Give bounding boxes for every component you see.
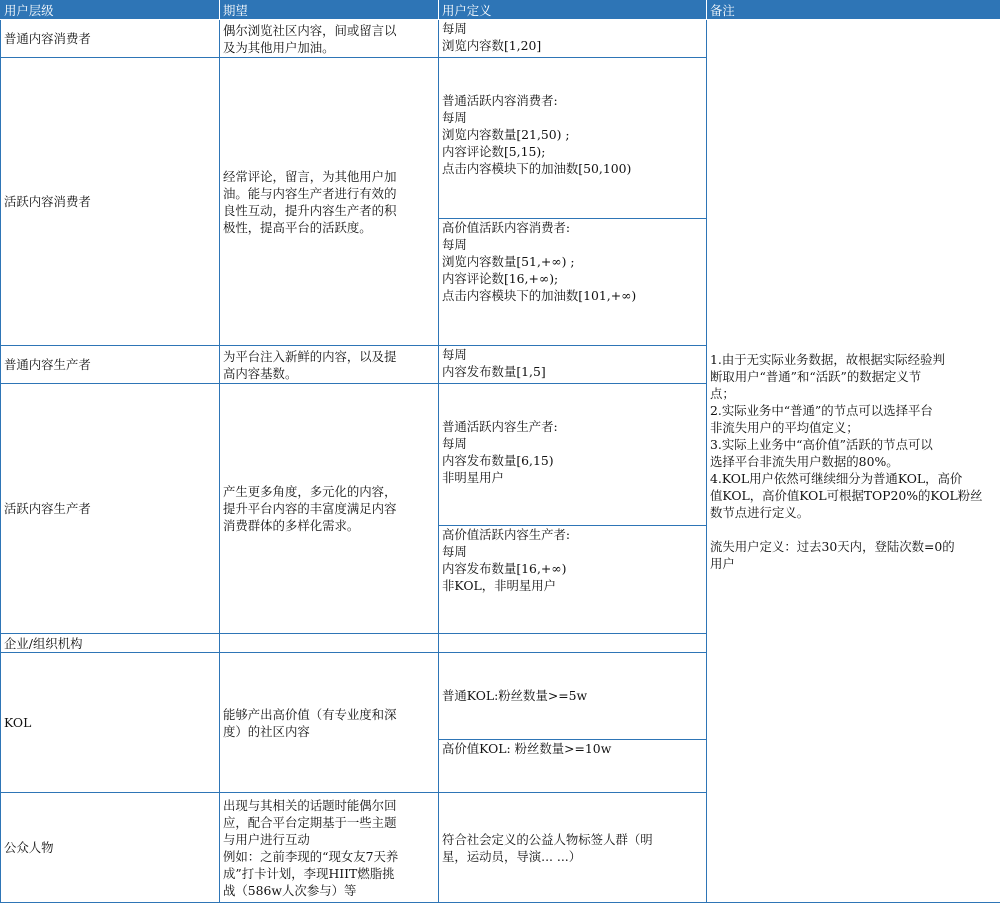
header-row	[1, 1, 1000, 20]
header-expectation: 期望	[220, 1, 439, 20]
expectation-cell: 偶尔浏览社区内容，间或留言以 及为其他用户加油。	[220, 20, 439, 58]
definition-high-value-active-consumer: 高价值活跃内容消费者: 每周 浏览内容数量[51,+∞) ; 内容评论数[16,+∞); 点击内容模块下的加油数[101,+∞)	[439, 218, 706, 311]
header-notes: 备注	[707, 1, 1000, 20]
definition-high-value-kol: 高价值KOL: 粉丝数量>=10w	[439, 739, 706, 758]
definition-high-value-active-producer: 高价值活跃内容生产者: 每周 内容发布数量[16,+∞) 非KOL，非明星用户	[439, 525, 706, 599]
expectation-cell: 经常评论，留言，为其他用户加 油。能与内容生产者进行有效的 良性互动，提升内容生产者的积 极性，提高平台的活跃度。	[220, 58, 439, 346]
level-cell: 普通内容生产者	[1, 346, 220, 384]
expectation-cell: 出现与其相关的话题时能偶尔回 应，配合平台定期基于一些主题 与用户进行互动 例如：之前李现的“现女友7天养 成”打卡计划，李现HIIT燃脂挑 战（586w人次参与）等	[220, 793, 439, 903]
table-row-normal-consumer	[1, 20, 1000, 58]
definition-normal-active-producer: 普通活跃内容生产者: 每周 内容发布数量[6,15) 非明星用户	[439, 418, 706, 491]
definition-cell	[439, 58, 707, 346]
expectation-cell: 为平台注入新鲜的内容，以及提 高内容基数。	[220, 346, 439, 384]
definition-normal-active-consumer: 普通活跃内容消费者: 每周 浏览内容数量[21,50) ; 内容评论数[5,15); 点击内容模块下的加油数[50,100)	[439, 92, 706, 184]
header-level: 用户层级	[1, 1, 220, 20]
expectation-cell	[220, 634, 439, 653]
expectation-cell: 产生更多角度，多元化的内容， 提升平台内容的丰富度满足内容 消费群体的多样化需求。	[220, 384, 439, 634]
level-cell: 企业/组织机构	[1, 634, 220, 653]
definition-cell: 每周 浏览内容数[1,20]	[439, 20, 707, 58]
header-definition: 用户定义	[439, 1, 707, 20]
level-cell: 活跃内容生产者	[1, 384, 220, 634]
level-cell: 普通内容消费者	[1, 20, 220, 58]
level-cell: 公众人物	[1, 793, 220, 903]
level-cell: 活跃内容消费者	[1, 58, 220, 346]
definition-cell: 符合社会定义的公益人物标签人群（明 星，运动员，导演... ...）	[439, 793, 707, 903]
notes-cell: 1.由于无实际业务数据，故根据实际经验判 断取用户“普通”和“活跃”的数据定义节 点； 2.实际业务中“普通”的节点可以选择平台 非流失用户的平均值定义； 3.实际上业务中“高价值”活跃的节点可以 选择平台非流失用户数据的80%。 4.KOL用户依然可继续细分为普通KOL，高价 值KOL，高价值KOL可根据TOP20%的KOL粉丝 数节点进行定义。 流失用户定义：过去30天内，登陆次数=0的 用户	[707, 20, 1000, 903]
expectation-cell: 能够产出高价值（有专业度和深 度）的社区内容	[220, 653, 439, 793]
definition-normal-kol: 普通KOL:粉丝数量>=5w	[439, 687, 706, 705]
definition-cell	[439, 384, 707, 634]
definition-cell: 每周 内容发布数量[1,5]	[439, 346, 707, 384]
definition-cell	[439, 634, 707, 653]
definition-cell	[439, 653, 707, 793]
level-cell: KOL	[1, 653, 220, 793]
